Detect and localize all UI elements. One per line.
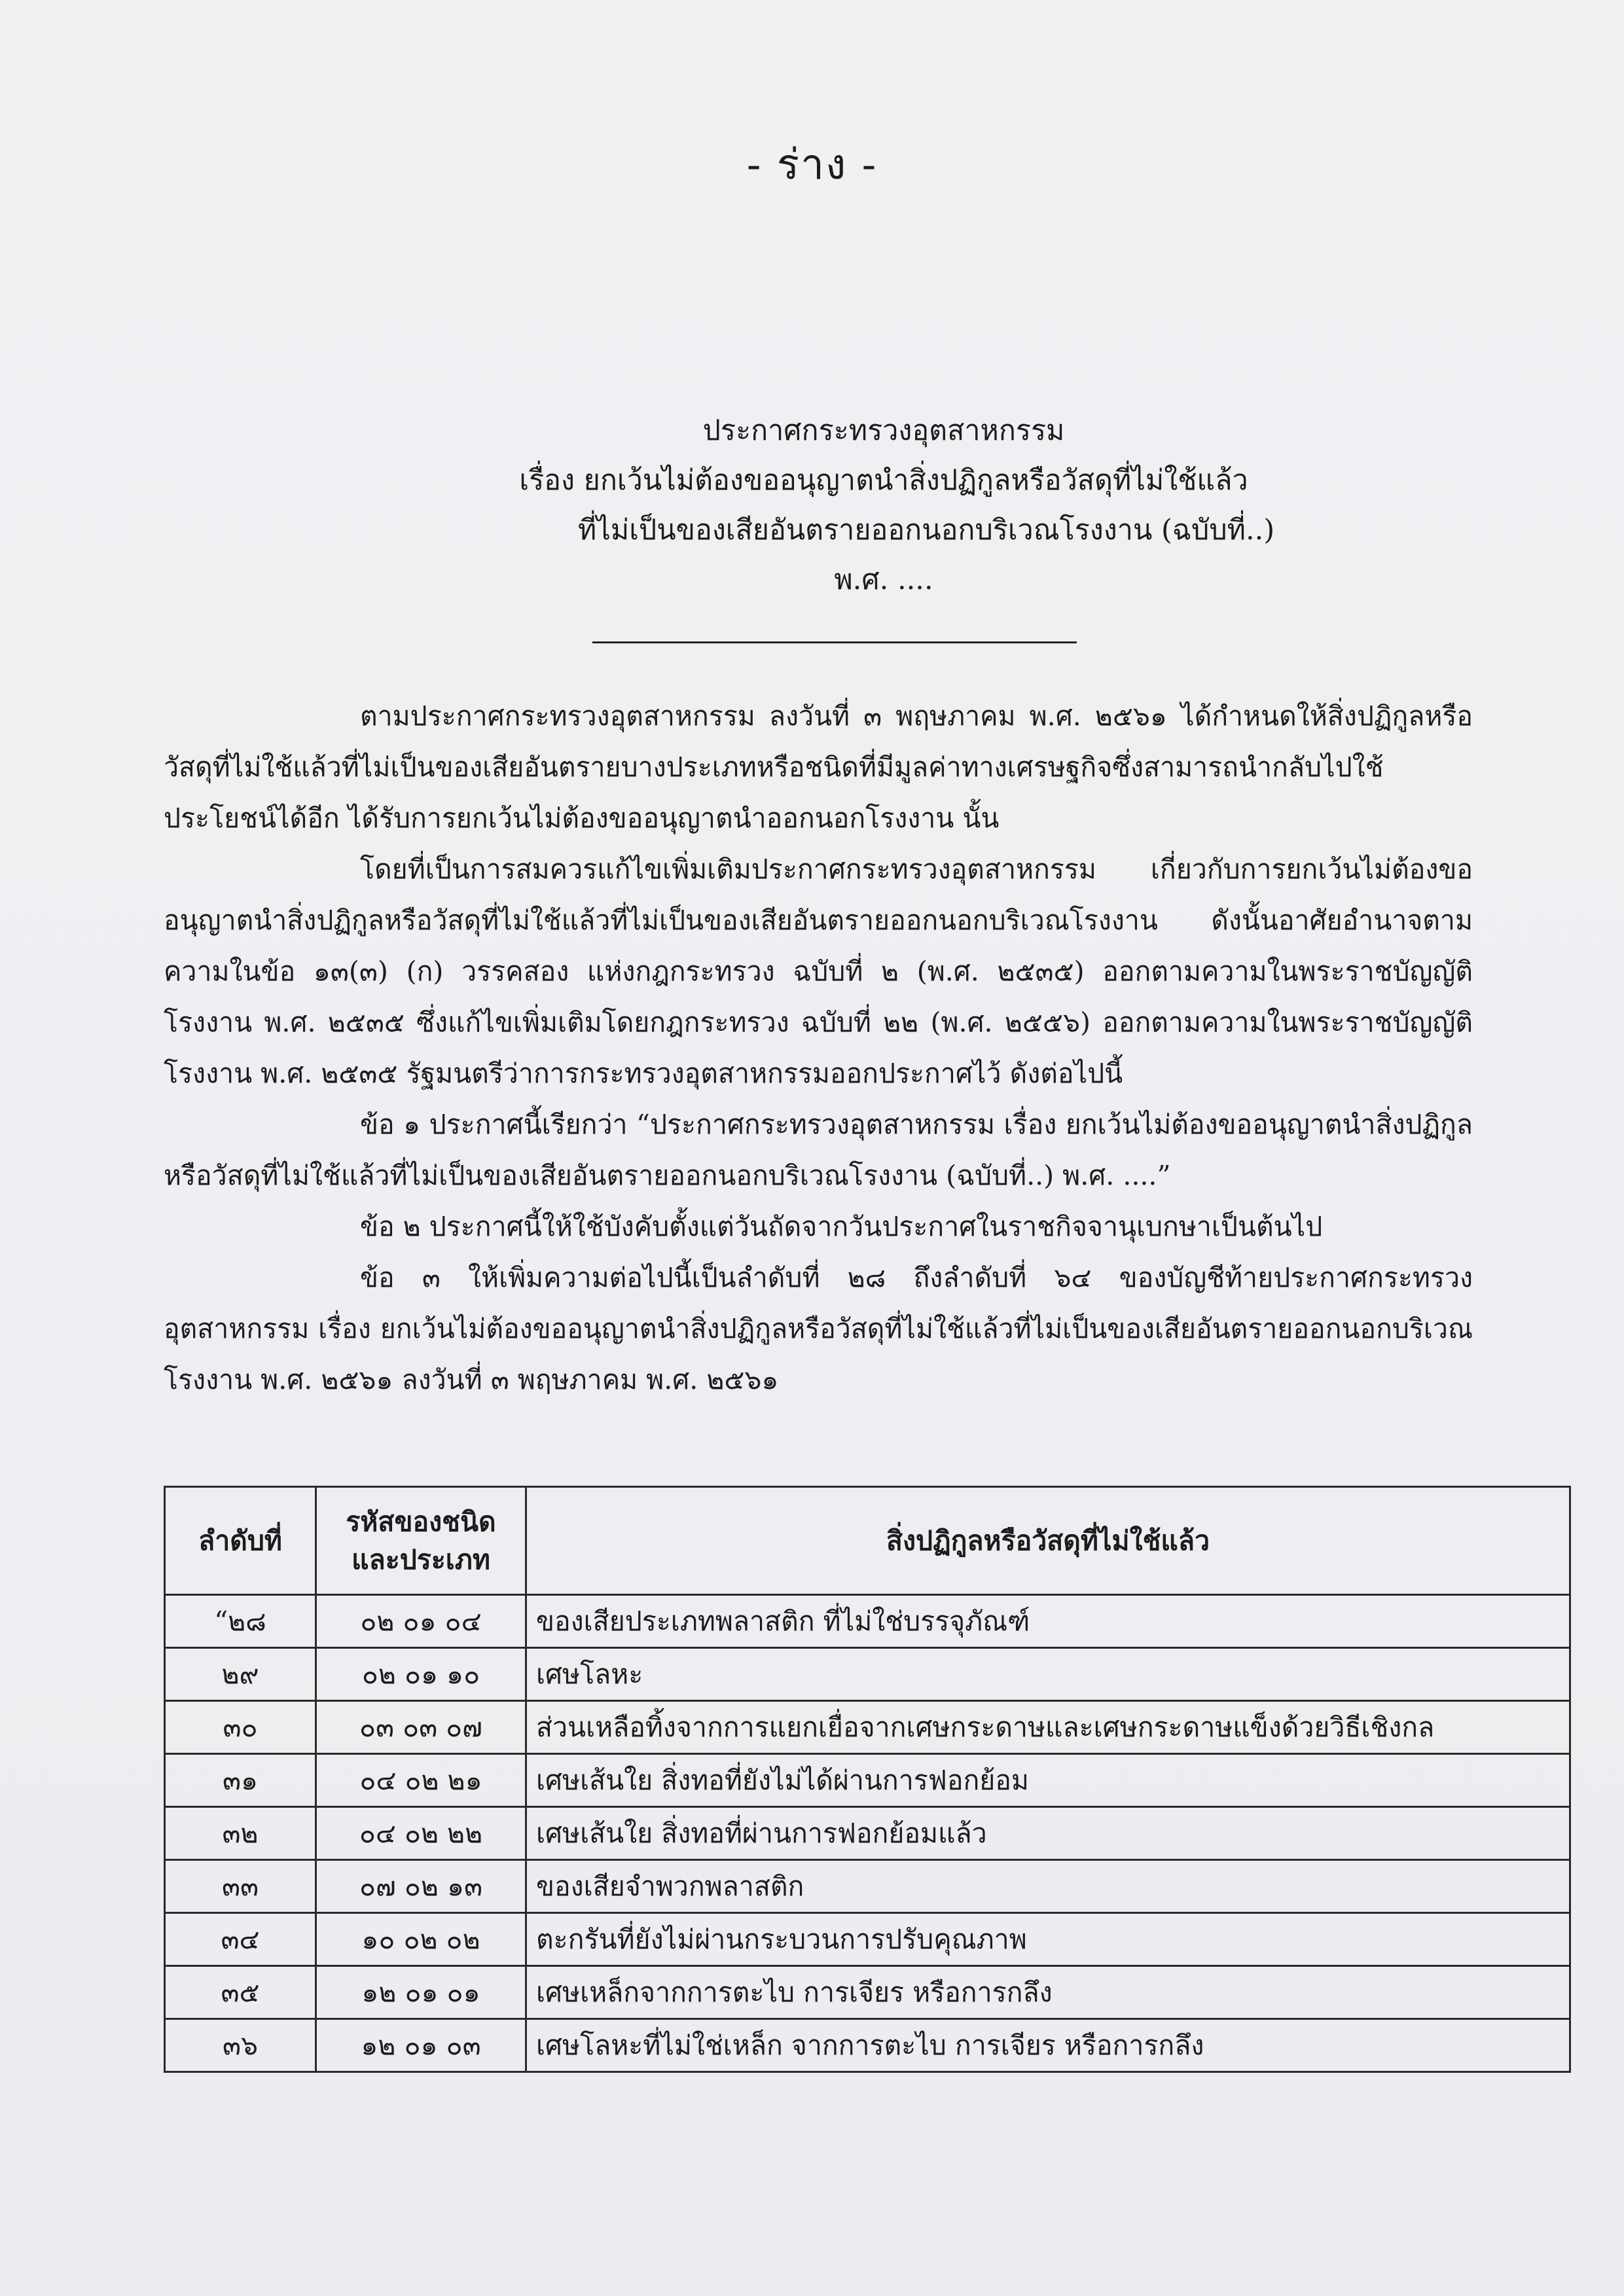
cell-description: เศษโลหะ — [526, 1648, 1570, 1701]
document-body — [164, 691, 1473, 1405]
header-description: สิ่งปฏิกูลหรือวัสดุที่ไม่ใช้แล้ว — [526, 1487, 1570, 1595]
table-row — [165, 1913, 1570, 1966]
title-line-2: เรื่อง ยกเว้นไม่ต้องขออนุญาตนำสิ่งปฏิกูลหรือวัสดุที่ไม่ใช้แล้ว — [519, 464, 1248, 497]
cell-code: ๐๔ ๐๒ ๒๑ — [316, 1754, 526, 1807]
cell-order: ๓๖ — [165, 2019, 316, 2072]
header-code-line-2: และประเภท — [352, 1544, 490, 1575]
table-row — [165, 1966, 1570, 2019]
paragraph-clause-3: ข้อ ๓ ให้เพิ่มความต่อไปนี้เป็นลำดับที่ ๒๘ ถึงลำดับที่ ๖๔ ของบัญชีท้ายประกาศกระทรวงอุตสาหกรรม เรื่อง ยกเว้นไม่ต้องขออนุญาตนำสิ่งปฏิกูลหรือวัสดุที่ไม่ใช้แล้วที่ไม่เป็นของเสียอันตรายออกนอกบริเวณโรงงาน พ.ศ. ๒๕๖๑ ลงวันที่ ๓ พฤษภาคม พ.ศ. ๒๕๖๑ — [164, 1262, 1473, 1395]
table-row — [165, 1595, 1570, 1648]
header-code — [316, 1487, 526, 1595]
cell-code: ๑๒ ๐๑ ๐๓ — [316, 2019, 526, 2072]
cell-order: “๒๘ — [165, 1595, 316, 1648]
draft-marker: - ร่าง - — [746, 141, 878, 189]
waste-list-table — [164, 1486, 1571, 2073]
table-row — [165, 1648, 1570, 1701]
cell-code: ๑๐ ๐๒ ๐๒ — [316, 1913, 526, 1966]
header-order: ลำดับที่ — [165, 1487, 316, 1595]
cell-description: เศษเส้นใย สิ่งทอที่ยังไม่ได้ผ่านการฟอกย้อม — [526, 1754, 1570, 1807]
cell-order: ๓๑ — [165, 1754, 316, 1807]
table-row — [165, 1754, 1570, 1807]
cell-order: ๓๓ — [165, 1860, 316, 1913]
table-row — [165, 1701, 1570, 1754]
title-line-1: ประกาศกระทรวงอุตสาหกรรม — [702, 414, 1065, 447]
cell-code: ๑๒ ๐๑ ๐๑ — [316, 1966, 526, 2019]
cell-order: ๓๔ — [165, 1913, 316, 1966]
cell-code: ๐๔ ๐๒ ๒๒ — [316, 1807, 526, 1860]
title-divider — [592, 641, 1077, 643]
cell-description: ตะกรันที่ยังไม่ผ่านกระบวนการปรับคุณภาพ — [526, 1913, 1570, 1966]
table-row — [165, 1860, 1570, 1913]
cell-description: ของเสียประเภทพลาสติก ที่ไม่ใช่บรรจุภัณฑ์ — [526, 1595, 1570, 1648]
cell-order: ๒๙ — [165, 1648, 316, 1701]
title-line-3: ที่ไม่เป็นของเสียอันตรายออกนอกบริเวณโรงงาน (ฉบับที่..) — [577, 514, 1275, 547]
cell-description: เศษเส้นใย สิ่งทอที่ผ่านการฟอกย้อมแล้ว — [526, 1807, 1570, 1860]
cell-description: ส่วนเหลือทิ้งจากการแยกเยื่อจากเศษกระดาษและเศษกระดาษแข็งด้วยวิธีเชิงกล — [526, 1701, 1570, 1754]
cell-description: เศษโลหะที่ไม่ใช่เหล็ก จากการตะไบ การเจียร หรือการกลึง — [526, 2019, 1570, 2072]
document-title — [327, 406, 1440, 605]
cell-order: ๓๕ — [165, 1966, 316, 2019]
header-code-line-1: รหัสของชนิด — [346, 1506, 496, 1537]
paragraph-clause-1: ข้อ ๑ ประกาศนี้เรียกว่า “ประกาศกระทรวงอุตสาหกรรม เรื่อง ยกเว้นไม่ต้องขออนุญาตนำสิ่งปฏิกูลหรือวัสดุที่ไม่ใช้แล้วที่ไม่เป็นของเสียอันตรายออกนอกบริเวณโรงงาน (ฉบับที่..) พ.ศ. ....” — [164, 1109, 1473, 1191]
cell-code: ๐๗ ๐๒ ๑๓ — [316, 1860, 526, 1913]
table-header-row — [165, 1487, 1570, 1595]
paragraph-preamble: ตามประกาศกระทรวงอุตสาหกรรม ลงวันที่ ๓ พฤษภาคม พ.ศ. ๒๕๖๑ ได้กำหนดให้สิ่งปฏิกูลหรือวัสดุที่ไม่ใช้แล้วที่ไม่เป็นของเสียอันตรายบางประเภทหรือชนิดที่มีมูลค่าทางเศรษฐกิจซึ่งสามารถนำกลับไปใช้ประโยชน์ได้อีก ได้รับการยกเว้นไม่ต้องขออนุญาตนำออกนอกโรงงาน นั้น — [164, 700, 1473, 834]
cell-order: ๓๐ — [165, 1701, 316, 1754]
cell-code: ๐๓ ๐๓ ๐๗ — [316, 1701, 526, 1754]
table-row — [165, 2019, 1570, 2072]
paragraph-clause-2: ข้อ ๒ ประกาศนี้ให้ใช้บังคับตั้งแต่วันถัดจากวันประกาศในราชกิจจานุเบกษาเป็นต้นไป — [360, 1211, 1323, 1242]
paragraph-authority: โดยที่เป็นการสมควรแก้ไขเพิ่มเติมประกาศกระทรวงอุตสาหกรรม เกี่ยวกับการยกเว้นไม่ต้องขออนุญาตนำสิ่งปฏิกูลหรือวัสดุที่ไม่ใช้แล้วที่ไม่เป็นของเสียอันตรายออกนอกบริเวณโรงงาน ดังนั้นอาศัยอำนาจตามความในข้อ ๑๓(๓) (ก) วรรคสอง แห่งกฎกระทรวง ฉบับที่ ๒ (พ.ศ. ๒๕๓๕) ออกตามความในพระราชบัญญัติโรงงาน พ.ศ. ๒๕๓๕ ซึ่งแก้ไขเพิ่มเติมโดยกฎกระทรวง ฉบับที่ ๒๒ (พ.ศ. ๒๕๕๖) ออกตามความในพระราชบัญญัติโรงงาน พ.ศ. ๒๕๓๕ รัฐมนตรีว่าการกระทรวงอุตสาหกรรมออกประกาศไว้ ดังต่อไปนี้ — [164, 853, 1473, 1089]
title-line-4: พ.ศ. .... — [834, 564, 933, 596]
cell-description: ของเสียจำพวกพลาสติก — [526, 1860, 1570, 1913]
cell-description: เศษเหล็กจากการตะไบ การเจียร หรือการกลึง — [526, 1966, 1570, 2019]
cell-order: ๓๒ — [165, 1807, 316, 1860]
table-row — [165, 1807, 1570, 1860]
cell-code: ๐๒ ๐๑ ๐๔ — [316, 1595, 526, 1648]
cell-code: ๐๒ ๐๑ ๑๐ — [316, 1648, 526, 1701]
